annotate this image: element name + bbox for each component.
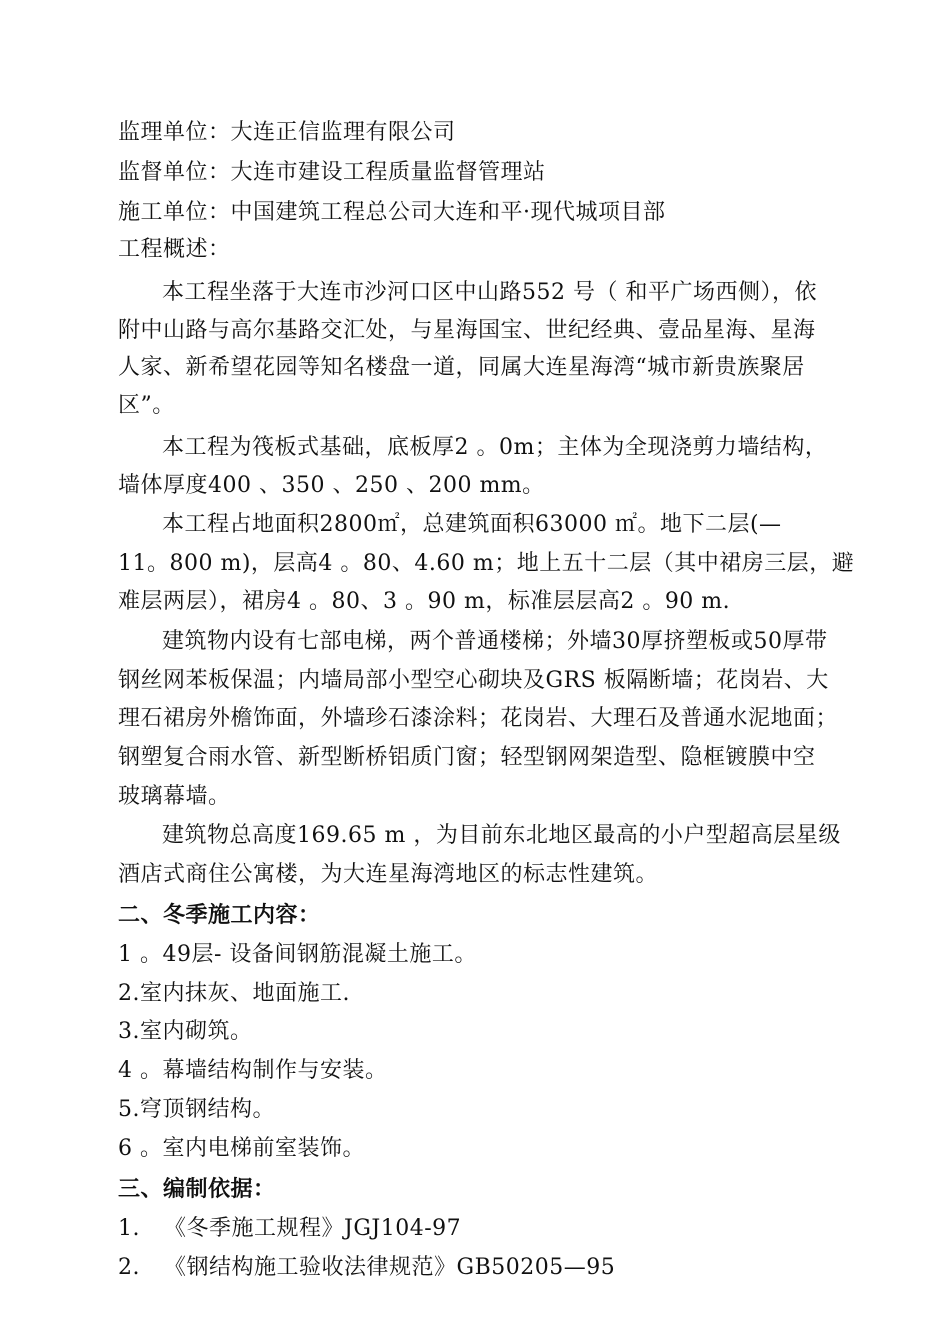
overview-p2-line: 墙体厚度400 、350 、250 、200 mm。 [118,473,545,498]
winter-heading: 二、冬季施工内容： [118,902,321,928]
overview-p4-line: 钢丝网苯板保温；内墙局部小型空心砌块及GRS 板隔断墙；花岗岩、大 [118,668,829,693]
overview-p3-line: 11。800 m)，层高4 。80、4.60 m；地上五十二层（其中裙房三层，避 [118,551,855,576]
winter-item: 1 。49层- 设备间钢筋混凝土施工。 [118,942,477,967]
overview-p2-line: 本工程为筏板式基础，底板厚2 。0m；主体为全现浇剪力墙结构， [162,435,828,460]
overview-p3-line: 本工程占地面积2800㎡，总建筑面积63000 ㎡。地下二层(— [162,512,782,537]
overview-p5-line: 酒店式商住公寓楼，为大连星海湾地区的标志性建筑。 [118,862,659,887]
winter-item: 5.穹顶钢结构。 [118,1097,275,1122]
overview-p3-line: 难层两层），裙房4 。80、3 。90 m，标准层层高2 。90 m. [118,589,731,614]
winter-item: 3.室内砌筑。 [118,1019,253,1044]
basis-item-number: 2. [118,1255,140,1280]
overview-p4-line: 建筑物内设有七部电梯，两个普通楼梯；外墙30厚挤塑板或50厚带 [162,629,828,654]
construction-unit: 施工单位：中国建筑工程总公司大连和平·现代城项目部 [118,200,666,225]
overview-p5-line: 建筑物总高度169.65 m ，为目前东北地区最高的小户型超高层星级 [162,823,841,848]
overview-heading: 工程概述： [118,237,231,262]
basis-item-text: 《钢结构施工验收法律规范》GB50205—95 [164,1255,616,1280]
winter-item: 2.室内抹灰、地面施工. [118,981,350,1006]
overview-p4-line: 玻璃幕墙。 [118,784,231,809]
oversight-unit: 监督单位：大连市建设工程质量监督管理站 [118,160,546,185]
basis-item-number: 1. [118,1216,140,1241]
winter-item: 6 。室内电梯前室装饰。 [118,1136,365,1161]
winter-item: 4 。幕墙结构制作与安装。 [118,1058,388,1083]
overview-p4-line: 钢塑复合雨水管、新型断桥铝质门窗；轻型钢网架造型、隐框镀膜中空 [118,745,816,770]
basis-item-text: 《冬季施工规程》JGJ104-97 [164,1216,462,1241]
overview-p1-line: 人家、新希望花园等知名楼盘一道，同属大连星海湾“城市新贵族聚居 [118,355,805,380]
overview-p1-line: 附中山路与高尔基路交汇处，与星海国宝、世纪经典、壹品星海、星海 [118,318,816,343]
basis-item [118,1214,858,1244]
overview-p4-line: 理石裙房外檐饰面，外墙珍石漆涂料；花岗岩、大理石及普通水泥地面； [118,706,839,731]
overview-p1-line: 区”。 [118,393,175,418]
supervision-unit: 监理单位：大连正信监理有限公司 [118,120,456,145]
overview-p1-line: 本工程坐落于大连市沙河口区中山路552 号（ 和平广场西侧），依 [162,280,817,305]
basis-heading: 三、编制依据： [118,1176,276,1202]
basis-item [118,1253,858,1283]
